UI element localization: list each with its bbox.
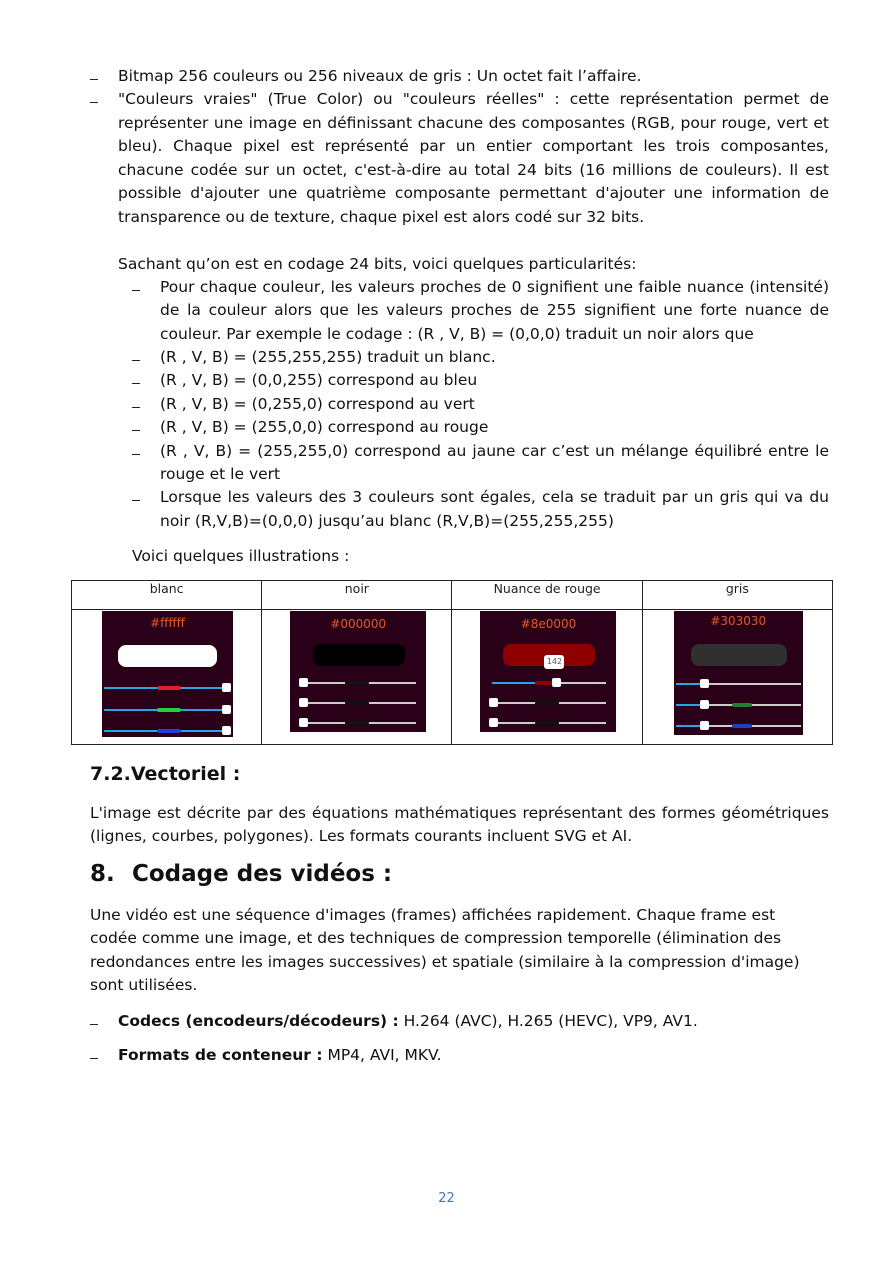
- formats-label: Formats de conteneur :: [118, 1046, 323, 1064]
- paragraph-videos-cont: redondances entre les images successives) et spatiale (similaire à la compression d'image): [90, 953, 800, 971]
- section-heading-vectoriel: 7.2.Vectoriel :: [90, 763, 241, 785]
- slider-thumb: [489, 698, 498, 707]
- slider-blue-fill: [157, 729, 181, 733]
- slider-value-tooltip: 142: [544, 655, 564, 669]
- bullet-text: Bitmap 256 couleurs ou 256 niveaux de gris : Un octet fait l’affaire.: [118, 67, 642, 85]
- sub-bullet-dash: [132, 360, 140, 361]
- table-header-rouge: Nuance de rouge: [452, 581, 642, 610]
- hex-code: #8e0000: [520, 617, 577, 631]
- sub-bullet-dash: [132, 430, 140, 431]
- codecs-value: H.264 (AVC), H.265 (HEVC), VP9, AV1.: [398, 1012, 698, 1030]
- slider-blue-fill: [535, 721, 559, 725]
- codecs-label: Codecs (encodeurs/décodeurs) :: [118, 1012, 399, 1030]
- bullet-dash: [90, 102, 98, 103]
- paragraph-vectoriel-cont: (lignes, courbes, polygones). Les formats courants incluent SVG et AI.: [90, 827, 633, 845]
- hex-code: #303030: [710, 614, 767, 628]
- table-cell-gris: [642, 610, 832, 745]
- bullet-text-cont: chacune codée sur un octet, c'est-à-dire au total 24 bits (16 millions de couleurs). Il est: [118, 161, 829, 179]
- slider-red-fill: [345, 681, 369, 685]
- slider-thumb: [700, 679, 709, 688]
- bullet-dash: [90, 1024, 98, 1025]
- slider-blue-fill: [345, 721, 369, 725]
- color-picker-screenshot: [102, 611, 233, 737]
- slider-thumb: [299, 698, 308, 707]
- table-cell-blanc: [72, 610, 262, 745]
- slider-thumb: [222, 705, 231, 714]
- sub-bullet-text-cont: de la couleur alors que les valeurs proches de 255 signifient une forte nuance de: [160, 301, 829, 319]
- paragraph-vectoriel: L'image est décrite par des équations mathématiques représentant des formes géométriques: [90, 804, 829, 822]
- slider-thumb: [700, 721, 709, 730]
- sub-bullet-text-cont: noir (R,V,B)=(0,0,0) jusqu’au blanc (R,V,B)=(255,255,255): [160, 512, 614, 530]
- slider-thumb: [552, 678, 561, 687]
- slider-green-fill: [157, 708, 181, 712]
- slider-green-fill: [535, 701, 559, 705]
- sub-bullet-text-cont: couleur. Par exemple le codage : (R , V, B) = (0,0,0) traduit un noir alors que: [160, 325, 754, 343]
- sub-bullet-dash: [132, 454, 140, 455]
- sub-bullet-text-cont: rouge et le vert: [160, 465, 281, 483]
- bullet-text-cont: représenter une image en définissant chacune des composantes (RGB, pour rouge, vert et: [118, 114, 829, 132]
- sub-bullet-text: (R , V, B) = (255,255,0) correspond au jaune car c’est un mélange équilibré entre le: [160, 442, 829, 460]
- color-picker-screenshot: [290, 611, 426, 732]
- paragraph-videos-cont: codée comme une image, et des techniques de compression temporelle (élimination des: [90, 929, 782, 947]
- table-cell-noir: [262, 610, 452, 745]
- color-swatch: [118, 645, 217, 667]
- slider-red-fill: [157, 686, 181, 690]
- section-number-8: 8.: [90, 861, 115, 887]
- sub-bullet-text: Lorsque les valeurs des 3 couleurs sont égales, cela se traduit par un gris qui va du: [160, 488, 829, 506]
- table-header-noir: noir: [262, 581, 452, 610]
- bullet-dash: [90, 1058, 98, 1059]
- color-picker-screenshot: [480, 611, 616, 732]
- color-swatch: [313, 644, 405, 666]
- slider-thumb: [299, 718, 308, 727]
- sub-bullet-text: (R , V, B) = (255,255,255) traduit un blanc.: [160, 348, 496, 366]
- color-picker-screenshot: [674, 611, 803, 735]
- bullet-text-cont: possible d'ajouter une quatrième composante permettant d'ajouter une information de: [118, 184, 829, 202]
- slider-green-seg: [732, 703, 752, 707]
- sub-bullet-text: (R , V, B) = (255,0,0) correspond au rouge: [160, 418, 489, 436]
- sub-bullet-text: Pour chaque couleur, les valeurs proches de 0 signifient une faible nuance (intensité): [160, 278, 829, 296]
- slider-thumb: [299, 678, 308, 687]
- hex-code: #000000: [330, 617, 387, 631]
- sub-bullet-dash: [132, 407, 140, 408]
- hex-code: #ffffff: [150, 616, 185, 630]
- slider-thumb: [700, 700, 709, 709]
- slider-thumb: [222, 683, 231, 692]
- sub-bullet-text: (R , V, B) = (0,0,255) correspond au bleu: [160, 371, 478, 389]
- sub-bullet-dash: [132, 500, 140, 501]
- table-header-blanc: blanc: [72, 581, 262, 610]
- intro-24bits: Sachant qu’on est en codage 24 bits, voici quelques particularités:: [118, 255, 637, 273]
- bullet-text-cont: bleu). Chaque pixel est représenté par un entier comportant les trois composantes,: [118, 137, 829, 155]
- illustrations-intro: Voici quelques illustrations :: [132, 547, 350, 565]
- bullet-text-cont: transparence ou de texture, chaque pixel est alors codé sur 32 bits.: [118, 208, 645, 226]
- table-header-gris: gris: [642, 581, 832, 610]
- sub-bullet-dash: [132, 290, 140, 291]
- sub-bullet-dash: [132, 383, 140, 384]
- section-heading-videos: Codage des vidéos :: [132, 861, 393, 887]
- color-swatch: [691, 644, 787, 666]
- bullet-text: "Couleurs vraies" (True Color) ou "couleurs réelles" : cette représentation permet de: [118, 90, 829, 108]
- codecs-line: [118, 1011, 698, 1031]
- sub-bullet-text: (R , V, B) = (0,255,0) correspond au vert: [160, 395, 475, 413]
- formats-line: [118, 1045, 442, 1065]
- illustrations-table: [71, 580, 833, 745]
- table-cell-rouge: [452, 610, 642, 745]
- slider-thumb: [489, 718, 498, 727]
- page-number: 22: [438, 1191, 455, 1206]
- slider-green-fill: [345, 701, 369, 705]
- paragraph-videos-cont: sont utilisées.: [90, 976, 198, 994]
- bullet-dash: [90, 79, 98, 80]
- formats-value: MP4, AVI, MKV.: [322, 1046, 442, 1064]
- slider-thumb: [222, 726, 231, 735]
- paragraph-videos: Une vidéo est une séquence d'images (frames) affichées rapidement. Chaque frame est: [90, 906, 776, 924]
- slider-blue-seg: [732, 724, 752, 728]
